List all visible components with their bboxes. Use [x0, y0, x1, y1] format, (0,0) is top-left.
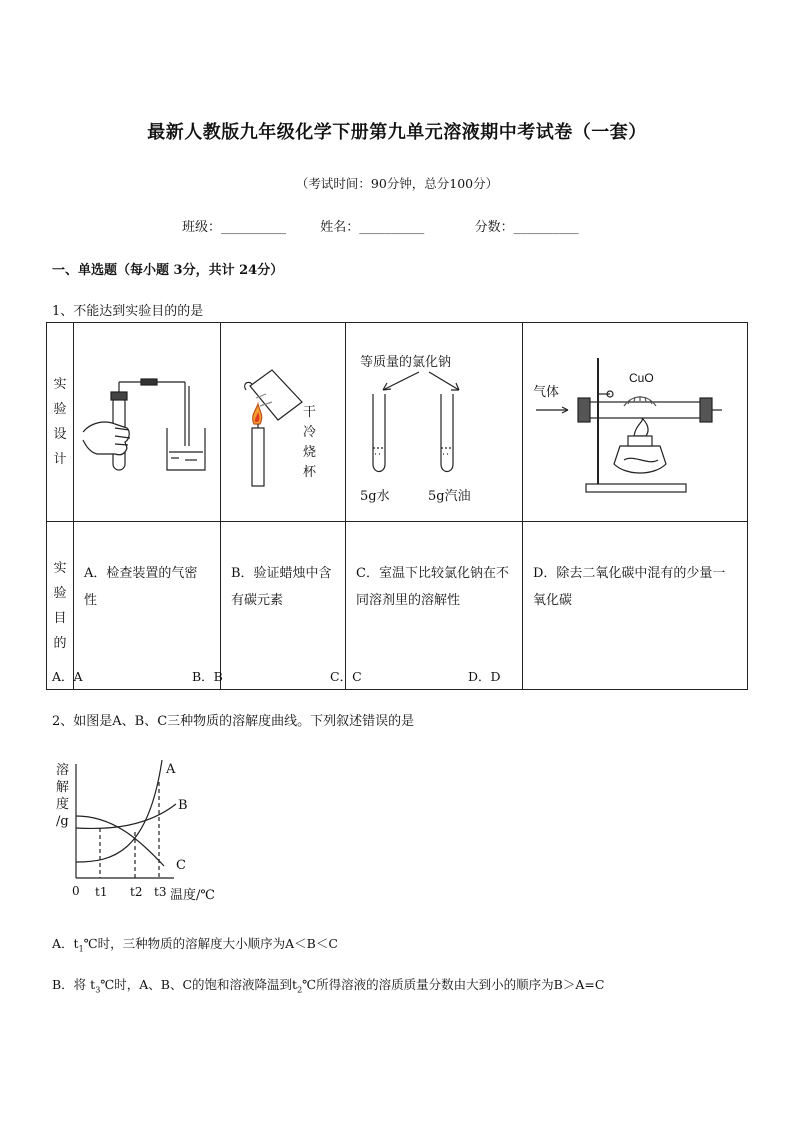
purpose-c: C．室温下比较氯化钠在不同溶剂里的溶解性 [346, 522, 523, 690]
gas-label: 气体 [533, 385, 560, 400]
curve-a [76, 760, 162, 862]
q1-option-d[interactable]: D．D [468, 669, 501, 684]
exam-subtitle: （考试时间：90分钟，总分100分） [295, 176, 499, 191]
curve-c [76, 816, 164, 866]
student-info-row [182, 216, 579, 235]
q1-option-a[interactable]: A．A [52, 669, 83, 684]
equal-mass-nacl-label: 等质量的氯化钠 [360, 355, 452, 370]
candle-beaker-drawing [222, 324, 344, 516]
tick-t3: t3 [154, 885, 167, 899]
design-c [346, 323, 523, 522]
purpose-row [47, 522, 748, 690]
question-1-stem: 1、不能达到实验目的的是 [52, 304, 204, 319]
design-d [523, 323, 748, 522]
tick-t2: t2 [130, 885, 143, 899]
curve-b [76, 804, 176, 828]
question-2-stem: 2、如图是A、B、C三种物质的溶解度曲线。下列叙述错误的是 [52, 714, 415, 729]
purpose-b: B．验证蜡烛中含有碳元素 [221, 522, 346, 690]
q1-option-b[interactable]: B．B [192, 669, 223, 684]
design-a [74, 323, 221, 522]
curve-b-label: B [178, 798, 188, 813]
q2-option-a[interactable]: A．$t_1℃$时，三种物质的溶解度大小顺序为A＜B＜C [52, 936, 338, 954]
cuo-label: CuO [629, 371, 654, 385]
cuo-reduction-drawing [524, 324, 746, 516]
solubility-curve-figure [52, 758, 232, 908]
x-axis-label: 温度/℃ [170, 888, 215, 903]
design-row [47, 323, 748, 522]
gasoline-label: 5g汽油 [428, 489, 471, 504]
water-label: 5g水 [360, 489, 390, 504]
score-field[interactable]: 分数：__________ [474, 220, 579, 235]
origin-label: 0 [72, 884, 80, 898]
purpose-a: A．检查装置的气密性 [74, 522, 221, 690]
airtightness-apparatus-drawing [75, 324, 219, 516]
name-field[interactable]: 姓名：__________ [320, 220, 425, 235]
page-title: 最新人教版九年级化学下册第九单元溶液期中考试卷（一套） [147, 122, 647, 143]
dry-cold-beaker-label: 干 冷 烧 杯 [303, 405, 317, 480]
q2-option-b[interactable]: B．将 $t_3℃$时，A、B、C的饱和溶液降温到$t_2℃$所得溶液的溶质质量分数由大到小的顺序为B＞A=C [52, 977, 605, 995]
section-heading: 一、单选题（每小题 3分，共计 24分） [52, 263, 284, 278]
experiment-table [46, 322, 748, 690]
curve-a-label: A [166, 762, 176, 777]
class-field[interactable]: 班级：__________ [182, 220, 287, 235]
curve-c-label: C [176, 858, 186, 873]
design-b [221, 323, 346, 522]
y-axis-label: 溶 解 度 /g [56, 763, 70, 829]
q1-option-c[interactable]: C．C [330, 669, 362, 684]
design-row-header: 实 验 设 计 [47, 323, 74, 522]
purpose-row-header: 实 验 目 的 [47, 522, 74, 690]
purpose-d: D．除去二氧化碳中混有的少量一氧化碳 [523, 522, 748, 690]
tick-t1: t1 [95, 885, 108, 899]
